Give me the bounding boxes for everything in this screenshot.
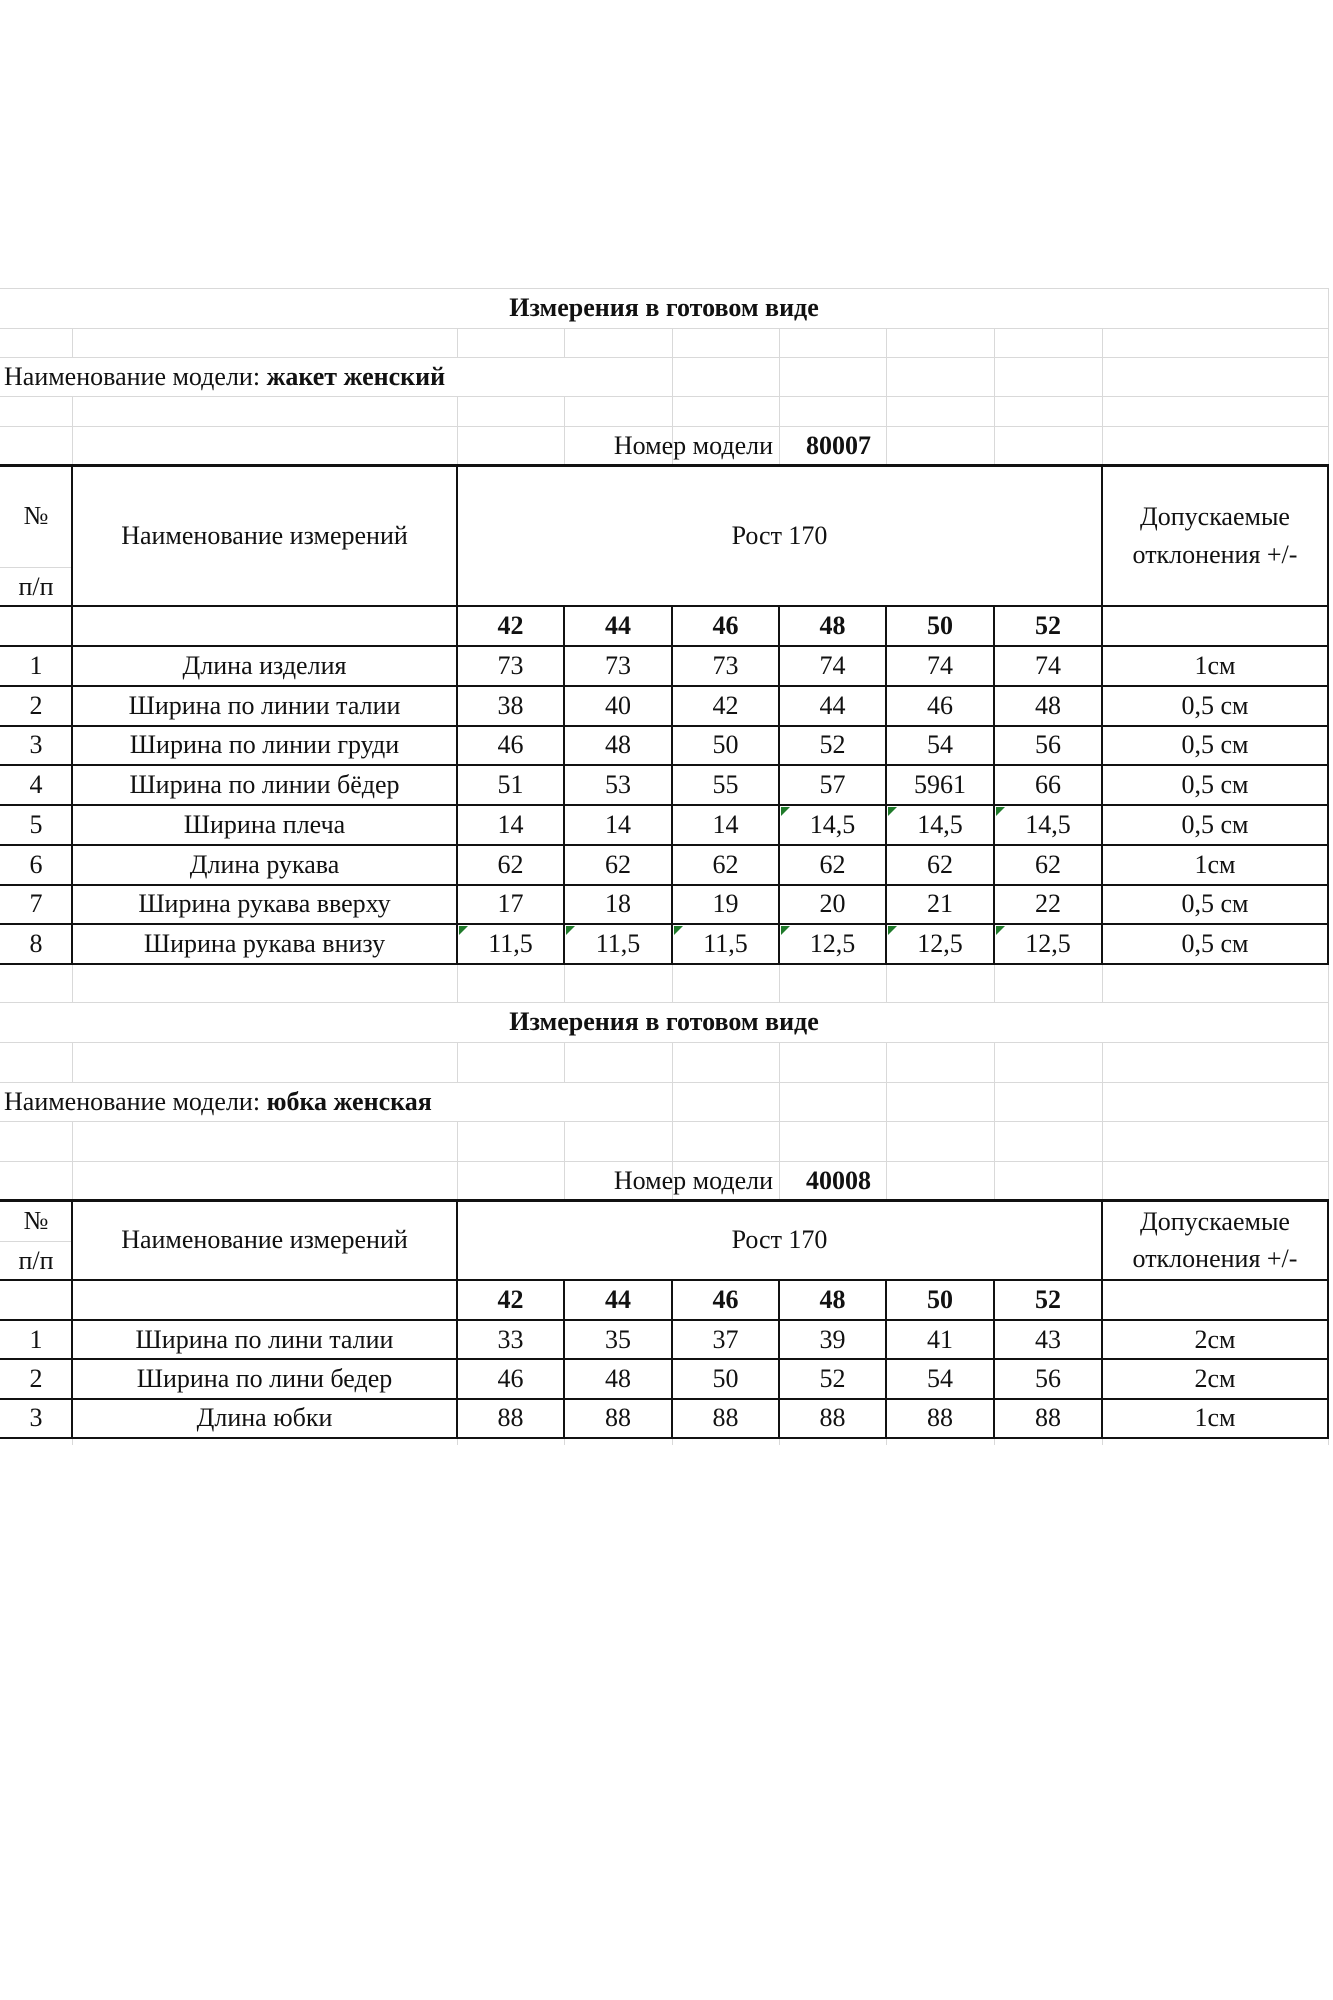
gridline (1102, 357, 1103, 396)
row-tolerance[interactable]: 0,5 см (1181, 929, 1249, 959)
cell-border (885, 1280, 887, 1438)
gridline (0, 1042, 1328, 1043)
row-value-size-46[interactable]: 50 (712, 730, 739, 760)
gridline (1328, 964, 1329, 1002)
gridline (672, 964, 673, 1002)
row-number[interactable]: 1 (29, 1324, 43, 1354)
row-measurement-name[interactable]: Ширина по линии талии (128, 690, 401, 720)
cell-border (1101, 1200, 1103, 1438)
row-measurement-name[interactable]: Ширина рукава вверху (138, 889, 391, 919)
row-value-size-52[interactable]: 22 (1035, 889, 1061, 919)
number-as-text-warning-icon[interactable] (888, 807, 897, 816)
gridline (779, 396, 780, 426)
row-value-size-50[interactable]: 5961 (914, 770, 966, 800)
gridline (457, 426, 458, 465)
cell-border (993, 606, 995, 964)
gridline (1328, 357, 1329, 396)
row-value-size-44[interactable]: 14 (605, 809, 631, 839)
row-value-size-44[interactable]: 48 (605, 1364, 631, 1394)
row-value-size-44[interactable]: 53 (605, 770, 631, 800)
row-tolerance[interactable]: 1см (1194, 849, 1236, 879)
gridline (457, 1042, 458, 1082)
gridline (672, 396, 673, 426)
row-value-size-46[interactable]: 11,5 (703, 929, 748, 959)
cell-border (1327, 1200, 1329, 1438)
row-value-size-46[interactable]: 73 (712, 650, 739, 680)
gridline (779, 964, 780, 1002)
row-value-size-48[interactable]: 44 (819, 690, 846, 720)
cell-border (885, 606, 887, 964)
row-value-size-50[interactable]: 88 (927, 1403, 953, 1433)
gridline (457, 328, 458, 357)
row-measurement-name[interactable]: Ширина рукава внизу (143, 929, 386, 959)
size-48[interactable]: 48 (819, 611, 846, 640)
row-value-size-52[interactable]: 56 (1035, 1364, 1061, 1394)
cell-border (671, 1280, 673, 1438)
model-name-label: Наименование модели: (4, 361, 261, 391)
cell-border (0, 844, 1329, 846)
row-number[interactable]: 3 (29, 1403, 43, 1433)
cell-border (563, 1280, 565, 1438)
model-name-label: Наименование модели: (4, 1086, 261, 1116)
size-50[interactable]: 50 (927, 611, 953, 640)
cell-border (0, 645, 1329, 647)
size-52[interactable]: 52 (1035, 1285, 1061, 1314)
row-tolerance[interactable]: 0,5 см (1181, 889, 1249, 919)
row-value-size-48[interactable]: 57 (819, 770, 846, 800)
row-value-size-48[interactable]: 62 (819, 849, 846, 879)
row-number[interactable]: 2 (29, 690, 43, 720)
gridline (72, 1121, 73, 1161)
gridline (72, 1042, 73, 1082)
row-value-size-46[interactable]: 37 (712, 1324, 739, 1354)
row-value-size-44[interactable]: 62 (605, 849, 631, 879)
tolerance-line-2: отклонения +/- (1132, 1244, 1298, 1273)
cell-border (71, 1200, 73, 1438)
gridline (886, 1042, 887, 1082)
gridline (779, 1042, 780, 1082)
gridline (72, 1161, 73, 1200)
gridline (672, 1121, 673, 1161)
row-measurement-name[interactable]: Ширина по лини талии (135, 1324, 394, 1354)
gridline (1328, 288, 1329, 328)
gridline (886, 328, 887, 357)
row-value-size-46[interactable]: 55 (712, 770, 739, 800)
row-value-size-46[interactable]: 88 (712, 1403, 739, 1433)
tolerance-line-2: отклонения +/- (1132, 539, 1298, 569)
row-tolerance[interactable]: 1см (1194, 650, 1236, 680)
row-number[interactable]: 7 (29, 889, 43, 919)
number-as-text-warning-icon[interactable] (459, 926, 468, 935)
gridline (1102, 1082, 1103, 1121)
gridline (1328, 396, 1329, 426)
row-value-size-42[interactable]: 11,5 (488, 929, 533, 959)
gridline (994, 357, 995, 396)
cell-border (0, 1279, 1329, 1281)
model-number-value[interactable]: 80007 (806, 430, 871, 460)
cell-border (0, 764, 1329, 766)
cell-border (0, 1199, 1329, 1202)
gridline (564, 1121, 565, 1161)
row-value-size-52[interactable]: 12,5 (1025, 929, 1071, 959)
row-value-size-42[interactable]: 38 (497, 690, 524, 720)
header-number[interactable]: № (23, 501, 49, 530)
size-row-blank[interactable] (72, 1280, 457, 1320)
row-value-size-52[interactable]: 56 (1035, 730, 1061, 760)
row-measurement-name[interactable]: Длина юбки (196, 1403, 333, 1433)
gridline (994, 426, 995, 465)
gridline (779, 328, 780, 357)
row-tolerance[interactable]: 2см (1194, 1364, 1236, 1394)
row-value-size-44[interactable]: 88 (605, 1403, 631, 1433)
cell-border (1101, 465, 1103, 964)
cell-border (0, 1398, 1329, 1400)
section-title[interactable]: Измерения в готовом виде (509, 1007, 819, 1036)
row-value-size-44[interactable]: 48 (605, 730, 631, 760)
number-as-text-warning-icon[interactable] (566, 926, 575, 935)
row-number[interactable]: 1 (29, 650, 43, 680)
size-46[interactable]: 46 (712, 611, 739, 640)
row-value-size-42[interactable]: 73 (497, 650, 524, 680)
cell-border (0, 464, 1329, 467)
cell-border (456, 1200, 458, 1438)
row-tolerance[interactable]: 0,5 см (1181, 690, 1249, 720)
number-as-text-warning-icon[interactable] (781, 926, 790, 935)
row-value-size-50[interactable]: 41 (927, 1324, 953, 1354)
gridline (994, 1042, 995, 1082)
gridline (886, 964, 887, 1002)
number-as-text-warning-icon[interactable] (781, 807, 790, 816)
gridline (0, 328, 1328, 329)
tolerance-line-1: Допускаемые (1140, 1206, 1290, 1236)
row-number[interactable]: 3 (29, 730, 43, 760)
row-value-size-42[interactable]: 62 (497, 849, 524, 879)
row-value-size-42[interactable]: 14 (497, 809, 524, 839)
row-value-size-50[interactable]: 14,5 (917, 809, 963, 839)
row-value-size-44[interactable]: 18 (605, 889, 631, 919)
header-height[interactable]: Рост 170 (731, 520, 828, 550)
gridline (994, 328, 995, 357)
gridline (1102, 1042, 1103, 1082)
header-number-sub[interactable]: п/п (18, 1245, 54, 1275)
header-number[interactable]: № (23, 1205, 49, 1235)
gridline (564, 328, 565, 357)
gridline (72, 396, 73, 426)
row-value-size-46[interactable]: 62 (712, 849, 739, 879)
section-title[interactable]: Измерения в готовом виде (509, 293, 819, 322)
gridline (1328, 1002, 1329, 1042)
row-tolerance[interactable]: 1см (1194, 1403, 1236, 1433)
cell-border (0, 1438, 1329, 1439)
gridline (0, 1121, 1328, 1122)
cell-border (0, 1358, 1329, 1360)
gridline (457, 1161, 458, 1200)
size-52[interactable]: 52 (1035, 611, 1061, 640)
cell-border (0, 685, 1329, 687)
row-value-size-50[interactable]: 46 (927, 690, 953, 720)
size-42[interactable]: 42 (497, 1285, 524, 1314)
size-row-blank[interactable] (1102, 1280, 1328, 1320)
row-value-size-48[interactable]: 52 (819, 1364, 846, 1394)
row-value-size-42[interactable]: 46 (497, 1364, 524, 1394)
row-value-size-48[interactable]: 74 (819, 650, 846, 680)
row-tolerance[interactable]: 0,5 см (1181, 730, 1249, 760)
gridline (1102, 426, 1103, 465)
row-number[interactable]: 8 (29, 929, 43, 959)
gridline (564, 1042, 565, 1082)
gridline (72, 964, 73, 1002)
cell-border (0, 804, 1329, 806)
gridline (457, 964, 458, 1002)
number-as-text-warning-icon[interactable] (888, 926, 897, 935)
gridline (779, 1082, 780, 1121)
row-value-size-48[interactable]: 88 (819, 1403, 846, 1433)
size-46[interactable]: 46 (712, 1285, 739, 1314)
gridline (1102, 396, 1103, 426)
header-measurement-name[interactable]: Наименование измерений (121, 1225, 408, 1254)
cell-border (0, 725, 1329, 727)
number-as-text-warning-icon[interactable] (674, 926, 683, 935)
size-42[interactable]: 42 (497, 611, 524, 640)
size-row-blank[interactable] (0, 1280, 72, 1320)
cell-border (0, 884, 1329, 886)
row-value-size-44[interactable]: 11,5 (595, 929, 641, 959)
row-tolerance[interactable]: 0,5 см (1181, 770, 1249, 800)
cell-border (563, 606, 565, 964)
row-value-size-48[interactable]: 52 (819, 730, 846, 760)
row-measurement-name[interactable]: Ширина плеча (183, 809, 346, 839)
gridline (72, 426, 73, 465)
gridline (564, 396, 565, 426)
gridline (1102, 964, 1103, 1002)
gridline (564, 964, 565, 1002)
gridline (886, 1121, 887, 1161)
gridline (886, 426, 887, 465)
gridline (1102, 328, 1103, 357)
cell-border (0, 964, 1329, 965)
row-value-size-52[interactable]: 62 (1035, 849, 1061, 879)
row-value-size-46[interactable]: 50 (712, 1364, 739, 1394)
gridline (1102, 1161, 1103, 1200)
row-value-size-52[interactable]: 88 (1035, 1403, 1061, 1433)
gridline (672, 328, 673, 357)
row-value-size-50[interactable]: 62 (927, 849, 953, 879)
row-value-size-50[interactable]: 21 (927, 889, 953, 919)
row-value-size-42[interactable]: 51 (497, 770, 524, 800)
gridline (1328, 1042, 1329, 1082)
row-value-size-52[interactable]: 74 (1035, 650, 1061, 680)
cell-border (71, 465, 73, 964)
row-value-size-44[interactable]: 73 (605, 650, 631, 680)
header-tolerance[interactable] (1102, 1200, 1328, 1280)
model-number-value[interactable]: 40008 (806, 1165, 871, 1195)
gridline (457, 396, 458, 426)
model-name-value: юбка женская (266, 1086, 432, 1116)
cell-border (993, 1280, 995, 1438)
gridline (72, 328, 73, 357)
header-tolerance[interactable] (1102, 465, 1328, 606)
row-value-size-48[interactable]: 12,5 (809, 929, 856, 959)
row-tolerance[interactable]: 0,5 см (1181, 809, 1249, 839)
number-as-text-warning-icon[interactable] (996, 926, 1005, 935)
cell-border (0, 1319, 1329, 1321)
row-value-size-50[interactable]: 54 (927, 1364, 953, 1394)
cell-border (1327, 465, 1329, 964)
gridline (0, 396, 1328, 397)
number-as-text-warning-icon[interactable] (996, 807, 1005, 816)
tolerance-line-1: Допускаемые (1140, 502, 1290, 532)
gridline (457, 1121, 458, 1161)
row-value-size-50[interactable]: 54 (927, 730, 953, 760)
row-value-size-44[interactable]: 35 (605, 1324, 631, 1354)
gridline (886, 357, 887, 396)
gridline (779, 357, 780, 396)
gridline (886, 396, 887, 426)
row-number[interactable]: 4 (29, 770, 43, 800)
size-48[interactable]: 48 (819, 1285, 846, 1314)
gridline (1328, 1121, 1329, 1161)
model-number-label[interactable]: Номер модели (613, 1165, 773, 1195)
gridline (672, 1042, 673, 1082)
cell-border (671, 606, 673, 964)
model-name-cell[interactable] (0, 357, 700, 396)
cell-border (778, 606, 780, 964)
row-value-size-48[interactable]: 39 (819, 1324, 846, 1354)
row-number[interactable]: 5 (29, 809, 43, 839)
row-number[interactable]: 2 (29, 1364, 43, 1394)
size-row-blank[interactable] (1102, 606, 1328, 646)
gridline (994, 1121, 995, 1161)
size-44[interactable]: 44 (605, 1285, 631, 1314)
header-measurement-name[interactable]: Наименование измерений (121, 520, 408, 550)
size-row-blank[interactable] (72, 606, 457, 646)
row-measurement-name[interactable]: Ширина по линии груди (129, 730, 400, 760)
cell-border (778, 1280, 780, 1438)
row-value-size-46[interactable]: 14 (712, 809, 739, 839)
gridline (994, 964, 995, 1002)
model-name-value: жакет женский (266, 361, 446, 391)
gridline (1102, 1121, 1103, 1161)
header-number-sub[interactable]: п/п (18, 571, 54, 601)
gridline (994, 396, 995, 426)
row-value-size-42[interactable]: 46 (497, 730, 524, 760)
row-value-size-46[interactable]: 42 (712, 690, 739, 720)
gridline (1328, 1161, 1329, 1200)
cell-border (456, 465, 458, 964)
row-value-size-52[interactable]: 43 (1035, 1324, 1061, 1354)
row-value-size-52[interactable]: 48 (1035, 690, 1061, 720)
cell-border (0, 605, 1329, 607)
gridline (886, 1082, 887, 1121)
row-measurement-name[interactable]: Длина изделия (182, 650, 347, 680)
gridline (1328, 328, 1329, 357)
gridline (994, 1082, 995, 1121)
row-value-size-50[interactable]: 12,5 (917, 929, 963, 959)
row-value-size-52[interactable]: 14,5 (1025, 809, 1071, 839)
gridline (886, 1161, 887, 1200)
model-number-label[interactable]: Номер модели (613, 430, 773, 460)
row-value-size-44[interactable]: 40 (605, 690, 631, 720)
model-name-cell[interactable] (0, 1082, 700, 1121)
row-number[interactable]: 6 (29, 849, 43, 879)
gridline (1328, 1082, 1329, 1121)
gridline (1328, 426, 1329, 465)
row-value-size-48[interactable]: 14,5 (809, 809, 856, 839)
row-value-size-42[interactable]: 17 (497, 889, 524, 919)
row-measurement-name[interactable]: Ширина по лини бедер (136, 1364, 393, 1394)
row-measurement-name[interactable]: Длина рукава (189, 849, 340, 879)
size-44[interactable]: 44 (605, 611, 631, 640)
gridline (994, 1161, 995, 1200)
row-value-size-52[interactable]: 66 (1035, 770, 1061, 800)
header-height[interactable]: Рост 170 (731, 1225, 828, 1254)
size-50[interactable]: 50 (927, 1285, 953, 1314)
row-value-size-48[interactable]: 20 (819, 889, 846, 919)
cell-border (0, 923, 1329, 925)
gridline (779, 1121, 780, 1161)
row-measurement-name[interactable]: Ширина по линии бёдер (129, 770, 400, 800)
row-value-size-50[interactable]: 74 (927, 650, 953, 680)
row-tolerance[interactable]: 2см (1194, 1324, 1236, 1354)
row-value-size-46[interactable]: 19 (712, 889, 739, 919)
row-value-size-42[interactable]: 33 (497, 1324, 524, 1354)
row-value-size-42[interactable]: 88 (497, 1403, 524, 1433)
size-row-blank[interactable] (0, 606, 72, 646)
